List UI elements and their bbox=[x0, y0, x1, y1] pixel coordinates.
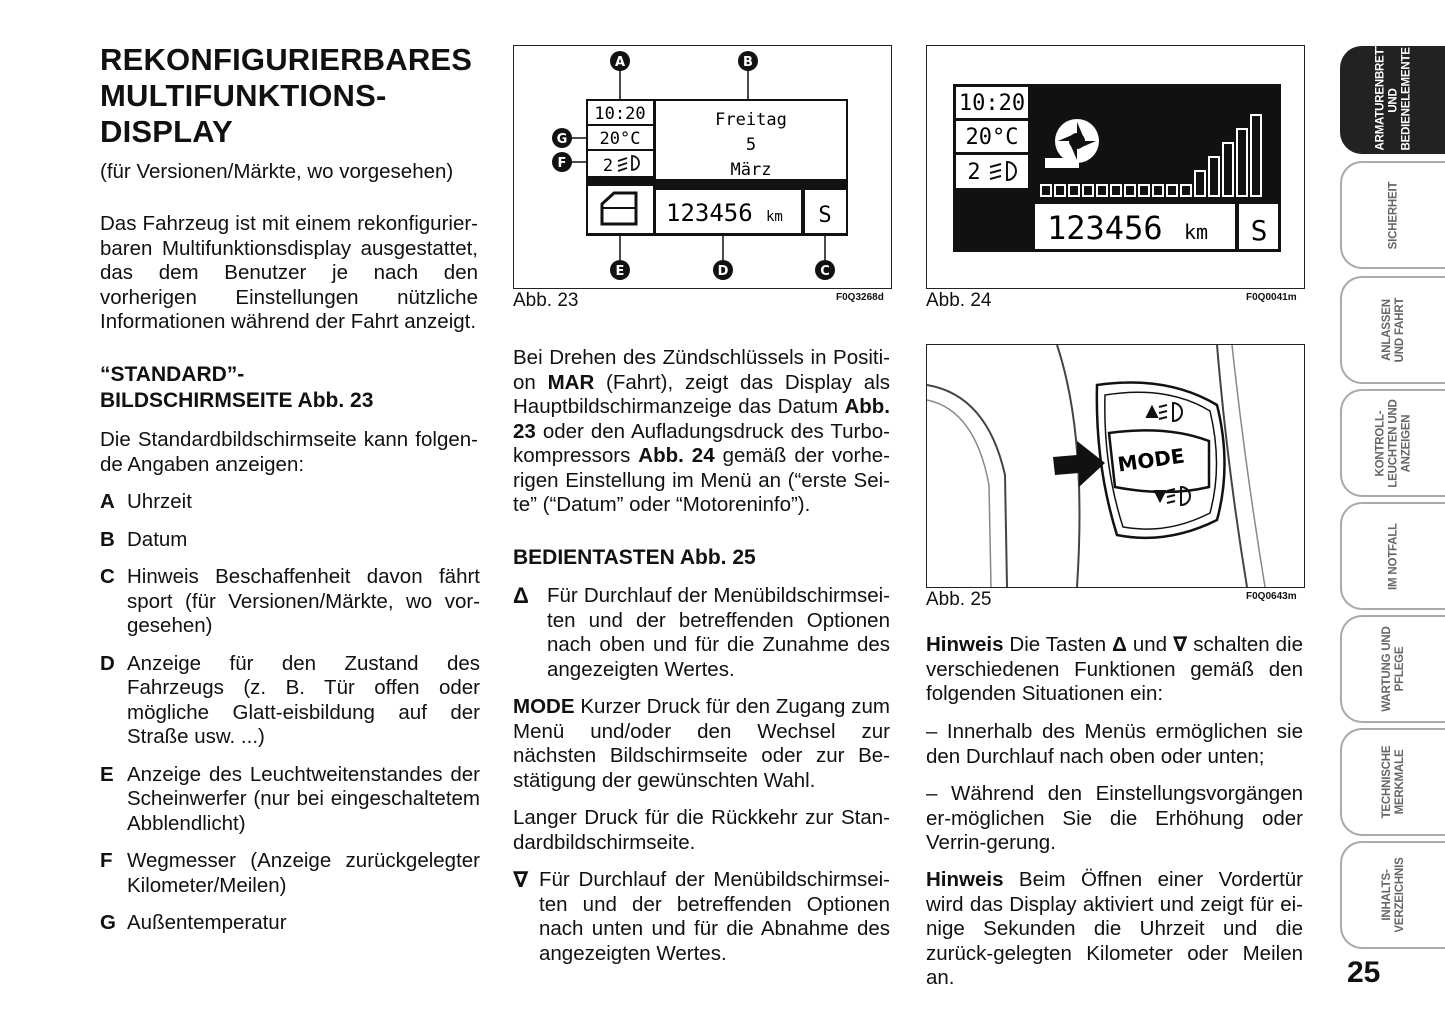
subtitle: (für Versionen/Märkte, wo vorgesehen) bbox=[100, 160, 454, 183]
down-triangle-icon: ∇ bbox=[1173, 633, 1188, 656]
fig23-level: 2 bbox=[602, 156, 614, 176]
boost-bar bbox=[1083, 185, 1093, 196]
fig23-code: F0Q3268d bbox=[836, 292, 884, 303]
fig23-day: Freitag bbox=[715, 110, 787, 130]
boost-bar bbox=[1181, 185, 1191, 196]
up-triangle-icon: Δ bbox=[1112, 633, 1127, 656]
fig23-time: 10:20 bbox=[594, 104, 646, 124]
boost-bar bbox=[1069, 185, 1079, 196]
boost-bar bbox=[1237, 129, 1247, 196]
long-press-text: Langer Druck für die Rückkehr zur Stan-dardbildschirmseite. bbox=[513, 806, 890, 854]
boost-bar bbox=[1251, 115, 1261, 196]
down-triangle-icon: ∇ bbox=[513, 867, 529, 892]
controls-heading: BEDIENTASTEN Abb. 25 bbox=[513, 546, 756, 569]
tab-sicherheit[interactable]: SICHERHEIT bbox=[1340, 161, 1445, 269]
tab-technische-merkmale[interactable]: TECHNISCHE MERKMALE bbox=[1340, 728, 1445, 836]
boost-bar bbox=[1111, 185, 1121, 196]
callout-g: G bbox=[556, 132, 568, 147]
tab-armaturenbrett[interactable]: ARMATURENBRETT UND BEDIENELEMENTE bbox=[1340, 46, 1445, 154]
callout-d: D bbox=[717, 264, 729, 279]
figure-23 bbox=[513, 45, 892, 289]
mode-button-label: MODE bbox=[1116, 443, 1186, 477]
fig24-code: F0Q0041m bbox=[1246, 292, 1297, 303]
fig23-unit: km bbox=[766, 209, 783, 225]
callout-b: B bbox=[743, 55, 753, 70]
list-item: F Wegmesser (Anzeige zurückgelegter Kilometer/Meilen) bbox=[100, 849, 480, 897]
list-item: A Uhrzeit bbox=[100, 490, 192, 513]
boost-bar bbox=[1209, 157, 1219, 196]
ignition-paragraph: Bei Drehen des Zündschlüssels in Positi-on MAR (Fahrt), zeigt das Display als Hauptbildschirmanzeige das Datum Abb. 23 oder den Aufladungsdruck des Turbo-kompressors Abb. 24 gemäß der vorhe-rigen Einstellung im Menü an (“erste Sei-te” (“Datum” oder “Motoreninfo”). bbox=[513, 346, 891, 516]
up-description: Δ Für Durchlauf der Menübildschirmsei-ten und der betreffenden Optionen nach oben und für die Zunahme des angezeigten Wertes. bbox=[513, 583, 890, 681]
list-item: B Datum bbox=[100, 527, 188, 551]
dash-item-menu: – Innerhalb des Menüs ermöglichen sie den Durchlauf nach oben oder unten; bbox=[926, 720, 1303, 768]
standard-text: Die Standardbildschirmseite kann folgen-de Angaben anzeigen: bbox=[100, 428, 478, 476]
fig24-time: 10:20 bbox=[958, 91, 1026, 116]
page-title: REKONFIGURIERBARES MULTIFUNKTIONS-DISPLAY bbox=[100, 42, 473, 149]
standard-heading: “STANDARD”-BILDSCHIRMSEITE Abb. 23 bbox=[100, 363, 374, 412]
display-turbo-illustration bbox=[927, 46, 1304, 288]
note-buttons: Hinweis Die Tasten Δ und ∇ schalten die verschiedenen Funktionen gemäß den folgenden Situationen ein: bbox=[926, 633, 1303, 705]
boost-bar bbox=[1195, 171, 1205, 196]
intro-paragraph: Das Fahrzeug ist mit einem rekonfigurier-baren Multifunktionsdisplay ausgestattet, das dem Benutzer je nach den vorherigen Einstellungen nützliche Informationen während der Fahrt anzeigt. bbox=[100, 212, 478, 333]
boost-bar bbox=[1167, 185, 1177, 196]
callout-a: A bbox=[614, 55, 626, 70]
steering-wheel-buttons-illustration bbox=[927, 345, 1304, 587]
boost-bar bbox=[1041, 185, 1051, 196]
callout-c: C bbox=[820, 264, 830, 279]
fig23-temp: 20°C bbox=[599, 129, 641, 149]
boost-bar bbox=[1223, 143, 1233, 196]
callout-f: F bbox=[557, 156, 567, 171]
list-item: E Anzeige des Leuchtweitenstandes der Scheinwerfer (nur bei eingeschaltetem Abblendlicht) bbox=[100, 762, 480, 835]
fig23-month: März bbox=[730, 160, 772, 180]
mode-description: MODE Kurzer Druck für den Zugang zum Menü und/oder den Wechsel zur nächsten Bildschirmseite oder zur Be-stätigung der gewünschten Wahl. bbox=[513, 695, 890, 792]
fig24-mode: S bbox=[1250, 214, 1268, 247]
fig24-unit: km bbox=[1184, 220, 1209, 244]
boost-bar bbox=[1097, 185, 1107, 196]
dash-item-settings: – Während den Einstellungsvorgängen er-möglichen Sie die Erhöhung oder Verrin-gerung. bbox=[926, 782, 1303, 854]
arrow-pointer-icon bbox=[1053, 441, 1105, 487]
figure-24 bbox=[926, 45, 1305, 289]
fig25-code: F0Q0643m bbox=[1246, 591, 1297, 602]
boost-bar bbox=[1139, 185, 1149, 196]
fig23-mode: S bbox=[818, 203, 832, 228]
fig25-caption: Abb. 25 bbox=[926, 589, 992, 610]
list-item: C Hinweis Beschaffenheit davon fährt sport (für Versionen/Märkte, wo vor-gesehen) bbox=[100, 565, 480, 637]
fig23-date: 5 bbox=[745, 135, 757, 155]
item-list bbox=[100, 490, 480, 949]
down-description: ∇ Für Durchlauf der Menübildschirmsei-ten und der betreffenden Optionen nach unten und für die Abnahme des angezeigten Wertes. bbox=[513, 867, 890, 965]
boost-bar bbox=[1153, 185, 1163, 196]
list-item: D Anzeige für den Zustand des Fahrzeugs (z. B. Tür offen oder mögliche Glatt-eisbildung auf der Straße usw. ...) bbox=[100, 651, 480, 748]
page-number: 25 bbox=[1347, 956, 1381, 989]
list-item: G Außentemperatur bbox=[100, 911, 287, 934]
tab-im-notfall[interactable]: IM NOTFALL bbox=[1340, 502, 1445, 610]
boost-bar bbox=[1055, 185, 1065, 196]
tab-anlassen[interactable]: ANLASSEN UND FAHRT bbox=[1340, 276, 1445, 384]
figure-25 bbox=[926, 344, 1305, 588]
tab-inhaltsverzeichnis[interactable]: INHALTS- VERZEICHNIS bbox=[1340, 841, 1445, 949]
fig23-odo: 123456 bbox=[666, 199, 753, 227]
tab-wartung[interactable]: WARTUNG UND PFLEGE bbox=[1340, 615, 1445, 723]
fig24-odo: 123456 bbox=[1047, 209, 1163, 247]
fig24-caption: Abb. 24 bbox=[926, 290, 992, 311]
boost-bar bbox=[1125, 185, 1135, 196]
display-standard-illustration bbox=[514, 46, 891, 288]
fig24-temp: 20°C bbox=[965, 125, 1019, 150]
up-triangle-icon: Δ bbox=[513, 583, 529, 608]
callout-e: E bbox=[615, 264, 625, 279]
note-door: Hinweis Beim Öffnen einer Vordertür wird das Display aktiviert und zeigt für ei-nige Sekunden die Uhrzeit und die zurück-gelegten Kilometer oder Meilen an. bbox=[926, 868, 1303, 989]
fig23-caption: Abb. 23 bbox=[513, 290, 579, 311]
fig24-level: 2 bbox=[967, 160, 981, 185]
tab-kontrollleuchten[interactable]: KONTROLL- LEUCHTEN UND ANZEIGEN bbox=[1340, 389, 1445, 497]
